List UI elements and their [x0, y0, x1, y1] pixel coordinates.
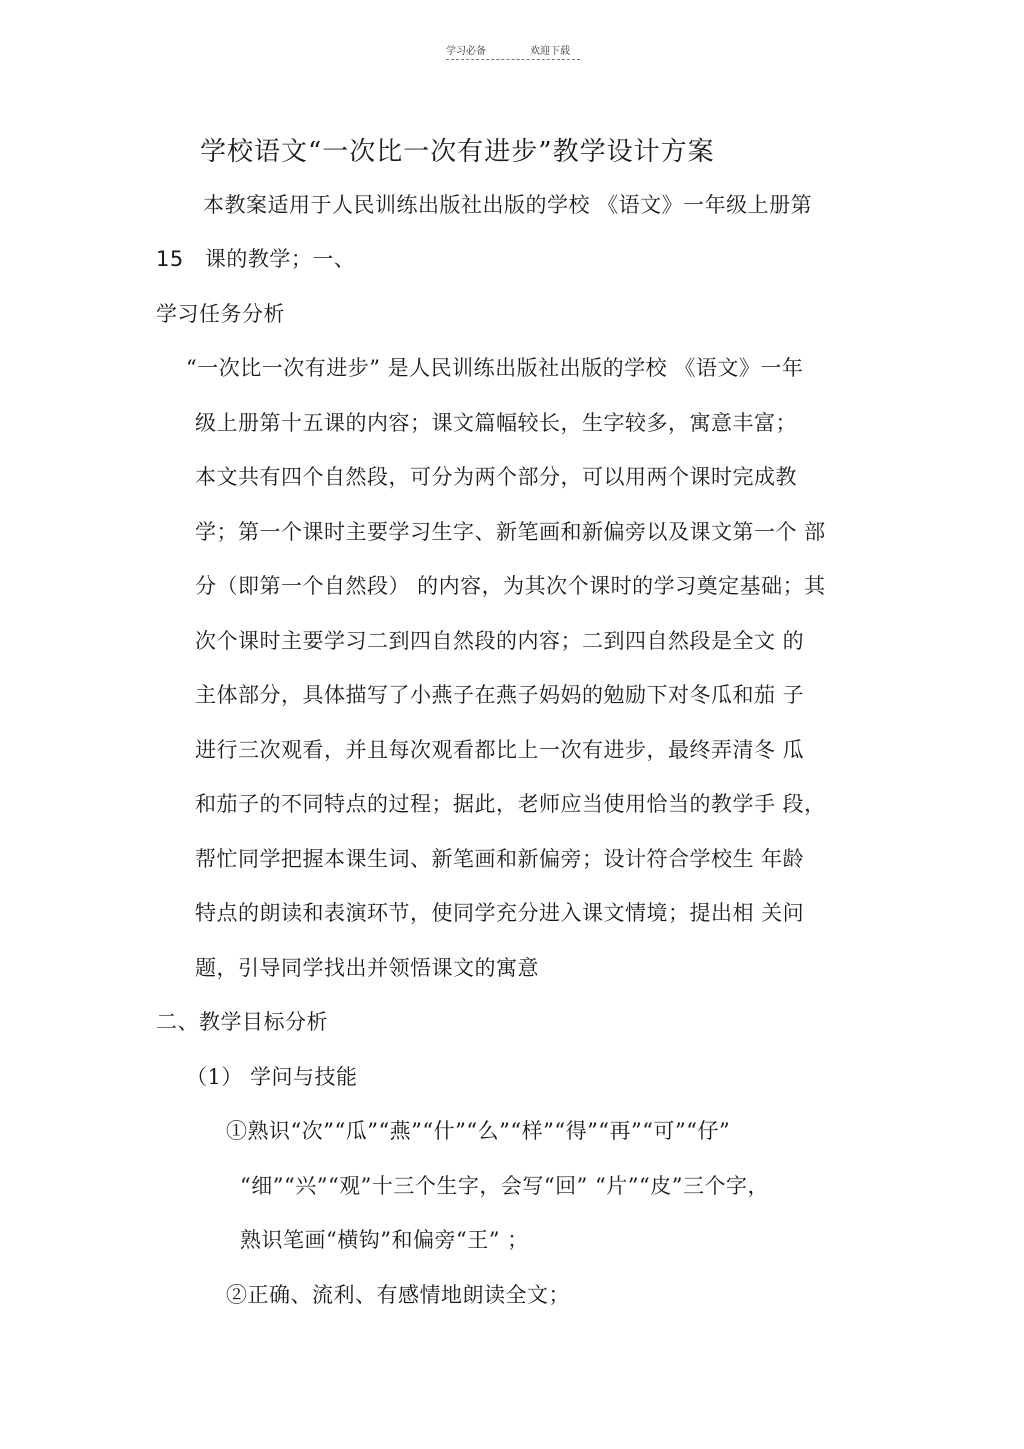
section1-heading: 学习任务分析 — [156, 302, 285, 326]
intro-line-1: 本教案适用于人民训练出版社出版的学校 《语文》一年级上册第 — [203, 193, 813, 217]
section1-line: 分（即第一个自然段） 的内容，为其次个课时的学习奠定基础；其 — [195, 574, 826, 598]
section1-line: 进行三次观看，并且每次观看都比上一次有进步，最终弄清冬 瓜 — [195, 738, 805, 762]
document-title: 学校语文“一次比一次有进步”教学设计方案 — [200, 137, 715, 167]
section1-line: 主体部分，具体描写了小燕子在燕子妈妈的勉励下对冬瓜和茄 子 — [195, 683, 805, 707]
objective-line: ①熟识“次”“瓜”“燕”“什”“么”“样”“得”“再”“可”“仔” — [226, 1119, 731, 1143]
objective-line: ②正确、流利、有感情地朗读全文； — [226, 1283, 570, 1307]
section1-line: 学；第一个课时主要学习生字、新笔画和新偏旁以及课文第一个 部 — [195, 520, 826, 544]
section2-subheading: （1） 学问与技能 — [186, 1065, 358, 1089]
section1-line: 题，引导同学找出并领悟课文的寓意 — [195, 956, 539, 980]
objective-line: “细”“兴”“观”十三个生字，会写“回” “片”“皮”三个字， — [240, 1174, 770, 1198]
section1-line: “一次比一次有进步” 是人民训练出版社出版的学校 《语文》一年 — [186, 356, 804, 380]
header-divider — [446, 59, 580, 60]
intro-line-2 — [156, 244, 355, 274]
section1-line: 本文共有四个自然段，可分为两个部分，可以用两个课时完成教 — [195, 465, 797, 489]
section1-line: 和茄子的不同特点的过程；据此，老师应当使用恰当的教学手 段， — [195, 792, 826, 816]
header-left-text: 学习必备 — [446, 46, 486, 57]
page-header — [446, 40, 580, 62]
lesson-number: 15 — [156, 247, 184, 271]
intro-line-2-text: 课的教学；一、 — [204, 247, 356, 271]
section1-line: 特点的朗读和表演环节，使同学充分进入课文情境；提出相 关问 — [195, 901, 805, 925]
section1-line: 帮忙同学把握本课生词、新笔画和新偏旁；设计符合学校生 年龄 — [195, 847, 805, 871]
objective-line: 熟识笔画“横钩”和偏旁“王” ； — [240, 1228, 529, 1252]
section1-line: 级上册第十五课的内容；课文篇幅较长，生字较多，寓意丰富； — [195, 411, 797, 435]
section1-line: 次个课时主要学习二到四自然段的内容；二到四自然段是全文 的 — [195, 629, 805, 653]
header-right-text: 欢迎下载 — [530, 46, 570, 57]
section2-heading: 二、教学目标分析 — [156, 1010, 328, 1034]
